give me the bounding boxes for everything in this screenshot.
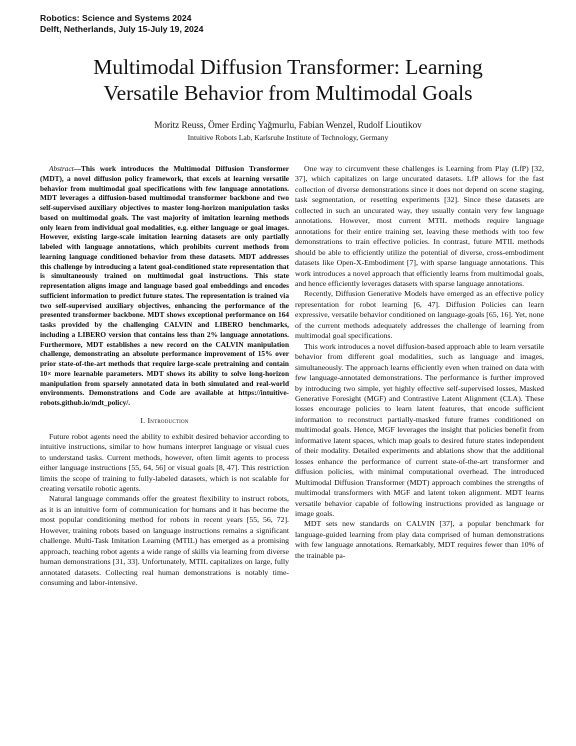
paragraph: Future robot agents need the ability to exhibit desired behavior according to intuitive instructions, similar to how humans interpret language or visual cues to understand tasks. Current methods, however, often limit agents to process either language instructions [55, 64, 56] or visual goals [8, 47]. This restriction limits the scope of training to fully-labeled datasets, which is not scalable for creating versatile robotic agents. — [40, 431, 289, 494]
title-line-1: Multimodal Diffusion Transformer: Learning — [93, 55, 483, 79]
section-number: I. — [140, 415, 146, 425]
section-heading-introduction — [40, 416, 289, 426]
paragraph: MDT sets new standards on CALVIN [37], a popular benchmark for language-guided learning from play data comprised of human demonstrations with few language annotations. Remarkably, MDT requires fewer than 10% of the trainable pa- — [295, 519, 544, 560]
title-line-2: Versatile Behavior from Multimodal Goals — [103, 81, 473, 105]
venue-line-2: Delft, Netherlands, July 15-July 19, 2024 — [40, 24, 204, 34]
affiliation: Intuitive Robots Lab, Karlsruhe Institute of Technology, Germany — [187, 133, 389, 142]
paragraph: This work introduces a novel diffusion-based approach able to learn versatile behavior from different goal modalities, such as language and images, simultaneously. The approach learns efficiently even when trained on data with few language-annotated demonstrations. The performance is further improved by introducing two simple, yet highly effective self-supervised losses, Masked Generative Foresight (MGF) and Contrastive Latent Alignment (CLA). These losses encourage policies to learn latent features, that encode sufficient information to reconstruct partially-masked future frames conditioned on multimodal goals. Hence, MGF leverages the insight that policies benefit from informative latent spaces, which map goals to desired future states independent of their modality. Detailed experiments and ablations show that the additional losses enhance the performance of current state-of-the-art transformer and diffusion policies, with minimal computational overhead. The introduced Multimodal Diffusion Transformer (MDT) approach combines the strengths of multimodal transformers with MGF and latent token alignment. MDT learns versatile behavior capable of following instructions provided as language or image goals. — [295, 341, 544, 518]
paragraph: One way to circumvent these challenges is Learning from Play (LfP) [32, 37], which capitalizes on large uncurated datasets. LfP allows for the fast collection of diverse demonstrations since it does not depend on scene staging, task segmentation, or resetting experiments [32]. Since these datasets are collected in such an uncurated way, they usually contain very few language annotations. However, most current MTIL methods require language annotations for their entire training set, leaving these methods with too few demonstrations to train effective policies. In contrast, future MTIL methods should be able to efficiently utilize the potential of diverse, cross-embodiment datasets like Open-X-Embodiment [7], with sparse language annotations. This work introduces a novel approach that efficiently learns from multimodal goals, and hence efficiently leverages datasets with sparse language annotations. — [295, 164, 544, 288]
abstract-label: Abstract — [49, 164, 74, 173]
paper-title — [30, 54, 546, 106]
section-title: Introduction — [147, 415, 189, 425]
venue-header — [40, 13, 203, 35]
left-column — [40, 164, 289, 589]
right-column — [295, 164, 544, 561]
author-list: Moritz Reuss, Ömer Erdinç Yağmurlu, Fabian Wenzel, Rudolf Lioutikov — [154, 120, 422, 130]
paragraph: Natural language commands offer the greatest flexibility to instruct robots, as it is an intuitive form of communication for humans and it has become the most popular conditioning method for robots in recent years [55, 56, 72]. However, training robots based on language instructions remains a significant challenge. Multi-Task Imitation Learning (MTIL) has emerged as a promising approach, teaching robot agents a wide range of skills via learning from diverse human demonstrations [31, 33]. Unfortunately, MTIL capitalizes on large, fully annotated datasets. Collecting real human demonstrations is notably time-consuming and labor-intensive. — [40, 494, 289, 588]
paragraph: Recently, Diffusion Generative Models have emerged as an effective policy representation for robot learning [6, 47]. Diffusion Policies can learn expressive, versatile behavior conditioned on language-goals [65, 16]. Yet, none of the current methods adequately addresses the challenge of learning from multimodal goal specifications. — [295, 289, 544, 341]
venue-line-1: Robotics: Science and Systems 2024 — [40, 13, 192, 23]
abstract — [40, 164, 289, 408]
abstract-text: —This work introduces the Multimodal Diffusion Transformer (MDT), a novel diffusion policy framework, that excels at learning versatile behavior from multimodal goal specifications with few language annotations. MDT leverages a diffusion-based multimodal transformer backbone and two self-supervised auxiliary objectives to master long-horizon manipulation tasks based on multimodal goals. The vast majority of imitation learning methods only learn from individual goal modalities, e.g. either language or goal images. However, existing large-scale imitation learning datasets are only partially labeled with language annotations, which prohibits current methods from learning language conditioned behavior from these datasets. MDT addresses this challenge by introducing a latent goal-conditioned state representation that is simultaneously trained on multimodal goal instructions. This state representation aligns image and language based goal embeddings and encodes sufficient information to predict future states. The representation is trained via two self-supervised auxiliary objectives, enhancing the performance of the presented transformer backbone. MDT shows exceptional performance on 164 tasks provided by the challenging CALVIN and LIBERO benchmarks, including a LIBERO version that contains less than 2% language annotations. Furthermore, MDT establishes a new record on the CALVIN manipulation challenge, demonstrating an absolute performance improvement of 15% over prior state-of-the-art methods that require large-scale pretraining and contain 10× more learnable parameters. MDT shows its ability to solve long-horizon manipulation from sparsely annotated data in both simulated and real-world environments. Demonstrations and Code are available at https://intuitive-robots.github.io/mdt_policy/. — [40, 164, 289, 407]
